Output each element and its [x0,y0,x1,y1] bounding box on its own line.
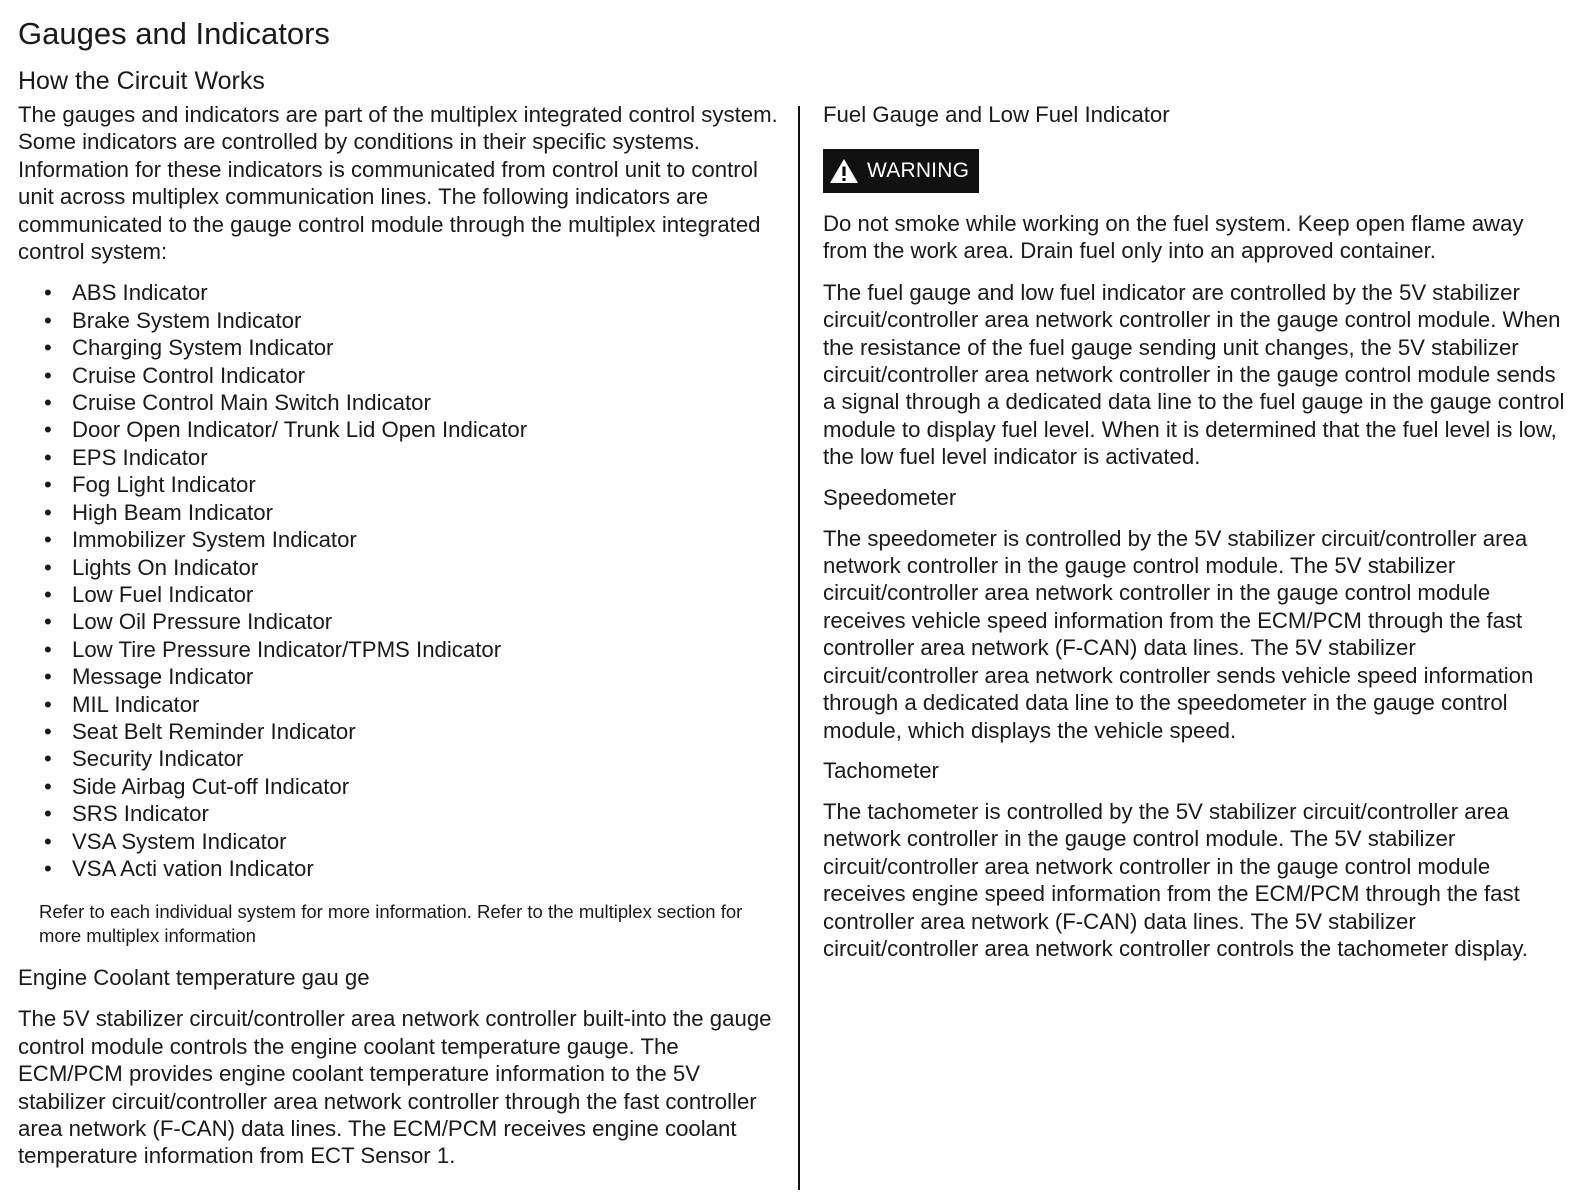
indicator-list-item [18,499,788,526]
ect-heading: Engine Coolant temperature gau ge [18,965,370,991]
bullet-icon: • [44,307,52,333]
bullet-icon: • [44,718,52,744]
intro-paragraph: The gauges and indicators are part of the multiplex integrated control system. Some indicators are controlled by conditions in their specific systems. Information for these indicators is communicated from control unit to control unit across multiplex communication lines. The following indicators are communicated to the gauge control module through the multiplex integrated control system: [18,102,778,265]
indicator-label: MIL Indicator [72,691,200,717]
indicator-label: Low Oil Pressure Indicator [72,609,333,635]
bullet-icon: • [44,828,52,854]
indicator-label: VSA Acti vation Indicator [72,855,314,881]
indicator-label: Low Fuel Indicator [72,581,254,607]
section-title: How the Circuit Works [18,67,265,95]
bullet-icon: • [44,390,52,416]
refer-note: Refer to each individual system for more information. Refer to the multiplex section for more multiplex information [39,901,743,946]
indicator-list-item [18,745,788,772]
bullet-icon: • [44,280,52,306]
bullet-icon: • [44,636,52,662]
indicator-list-item [18,691,788,718]
indicator-label: High Beam Indicator [72,499,274,525]
tachometer-heading: Tachometer [823,757,939,783]
indicator-label: Lights On Indicator [72,554,259,580]
indicator-list-item [18,800,788,827]
bullet-icon: • [44,664,52,690]
indicator-list [18,279,788,882]
warning-text: Do not smoke while working on the fuel system. Keep open flame away from the work area. Drain fuel only into an approved container. [823,211,1524,264]
indicator-label: Low Tire Pressure Indicator/TPMS Indicator [72,636,502,662]
indicator-list-item [18,554,788,581]
indicator-list-item [18,828,788,855]
indicator-list-item [18,855,788,882]
bullet-icon: • [44,746,52,772]
indicator-list-item [18,362,788,389]
bullet-icon: • [44,417,52,443]
bullet-icon: • [44,362,52,388]
bullet-icon: • [44,472,52,498]
indicator-label: Fog Light Indicator [72,472,256,498]
bullet-icon: • [44,554,52,580]
indicator-list-item [18,718,788,745]
indicator-label: Seat Belt Reminder Indicator [72,718,356,744]
speedometer-paragraph: The speedometer is controlled by the 5V stabilizer circuit/controller area network controller in the gauge control module. The 5V stabilizer circuit/controller area network controller in the gauge control module receives vehicle speed information from the ECM/PCM through the fast controller area network (F-CAN) data lines. The 5V stabilizer circuit/controller area network controller sends vehicle speed information through a dedicated data line to the speedometer in the gauge control module, which displays the vehicle speed. [823,525,1534,743]
right-column [823,101,1568,962]
indicator-list-item [18,636,788,663]
warning-triangle-icon [829,158,859,184]
indicator-label: Immobilizer System Indicator [72,527,357,553]
indicator-label: Side Airbag Cut-off Indicator [72,773,350,799]
indicator-label: Cruise Control Indicator [72,362,306,388]
indicator-list-item [18,663,788,690]
indicator-label: VSA System Indicator [72,828,287,854]
indicator-label: ABS Indicator [72,280,208,306]
warning-badge [823,149,979,193]
warning-label: WARNING [867,159,970,182]
bullet-icon: • [44,499,52,525]
indicator-label: Security Indicator [72,746,244,772]
bullet-icon: • [44,609,52,635]
left-column [18,101,788,1170]
indicator-list-item [18,334,788,361]
bullet-icon: • [44,444,52,470]
indicator-list-item [18,307,788,334]
indicator-list-item [18,471,788,498]
bullet-icon: • [44,773,52,799]
page-title: Gauges and Indicators [18,16,330,51]
tachometer-paragraph: The tachometer is controlled by the 5V stabilizer circuit/controller area network controller in the gauge control module. The 5V stabilizer circuit/controller area network controller in the gauge control module receives engine speed information from the ECM/PCM through the fast controller area network (F-CAN) data lines. The 5V stabilizer circuit/controller area network controller controls the tachometer display. [823,798,1528,961]
fuel-heading: Fuel Gauge and Low Fuel Indicator [823,102,1170,127]
bullet-icon: • [44,855,52,881]
indicator-list-item [18,526,788,553]
indicator-list-item [18,389,788,416]
fuel-paragraph: The fuel gauge and low fuel indicator are controlled by the 5V stabilizer circuit/controller area network controller in the gauge control module. When the resistance of the fuel gauge sending unit changes, the 5V stabilizer circuit/controller area network controller in the gauge control module sends a signal through a dedicated data line to the fuel gauge in the gauge control module to display fuel level. When it is determined that the fuel level is low, the low fuel level indicator is activated. [823,279,1565,470]
speedometer-heading: Speedometer [823,484,957,510]
indicator-label: SRS Indicator [72,801,209,827]
indicator-label: Message Indicator [72,664,254,690]
indicator-list-item [18,444,788,471]
bullet-icon: • [44,691,52,717]
indicator-list-item [18,581,788,608]
indicator-label: Cruise Control Main Switch Indicator [72,390,431,416]
indicator-label: Door Open Indicator/ Trunk Lid Open Indicator [72,417,528,443]
bullet-icon: • [44,335,52,361]
bullet-icon: • [44,581,52,607]
indicator-label: Charging System Indicator [72,335,334,361]
indicator-label: Brake System Indicator [72,307,302,333]
bullet-icon: • [44,801,52,827]
bullet-icon: • [44,527,52,553]
indicator-list-item [18,416,788,443]
indicator-list-item [18,773,788,800]
indicator-list-item [18,608,788,635]
indicator-label: EPS Indicator [72,444,208,470]
ect-paragraph: The 5V stabilizer circuit/controller area network controller built-into the gauge control module controls the engine coolant temperature gauge. The ECM/PCM provides engine coolant temperature information to the 5V stabilizer circuit/controller area network controller through the fast controller area network (F-CAN) data lines. The ECM/PCM receives engine coolant temperature information from ECT Sensor 1. [18,1006,772,1169]
indicator-list-item [18,279,788,306]
column-divider [798,106,800,1190]
